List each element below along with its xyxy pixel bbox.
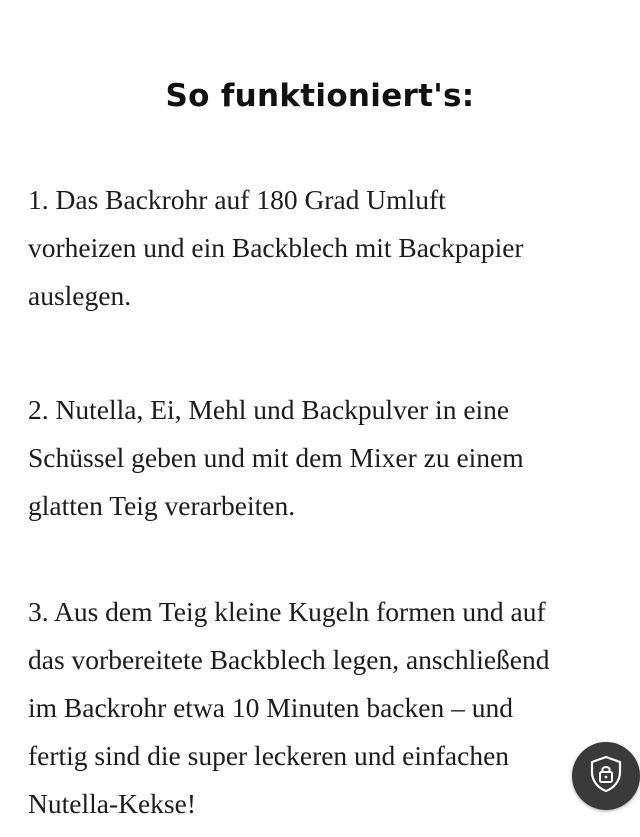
step-text-line: 3. Aus dem Teig kleine Kugeln formen und auf: [28, 596, 546, 627]
instruction-step-3: [28, 588, 640, 828]
step-text-line: 2. Nutella, Ei, Mehl und Backpulver in eine: [28, 394, 510, 425]
step-text-line: 1. Das Backrohr auf 180 Grad Umluft: [28, 184, 446, 215]
step-text-line: fertig sind die super leckeren und einfachen: [28, 740, 510, 771]
page-title: So funktioniert's:: [165, 78, 475, 114]
step-text-line: Nutella-Kekse!: [28, 788, 196, 819]
instruction-step-1: [28, 176, 640, 320]
instruction-step-2: [28, 386, 640, 530]
step-text-line: vorheizen und ein Backblech mit Backpapier: [28, 232, 524, 263]
step-text-line: das vorbereitete Backblech legen, anschließend: [28, 644, 550, 675]
shield-lock-icon: [589, 755, 623, 798]
privacy-settings-button[interactable]: [572, 742, 640, 810]
step-text-line: glatten Teig verarbeiten.: [28, 490, 296, 521]
step-text-line: auslegen.: [28, 280, 132, 311]
step-text-line: im Backrohr etwa 10 Minuten backen – und: [28, 692, 513, 723]
step-text-line: Schüssel geben und mit dem Mixer zu einem: [28, 442, 524, 473]
